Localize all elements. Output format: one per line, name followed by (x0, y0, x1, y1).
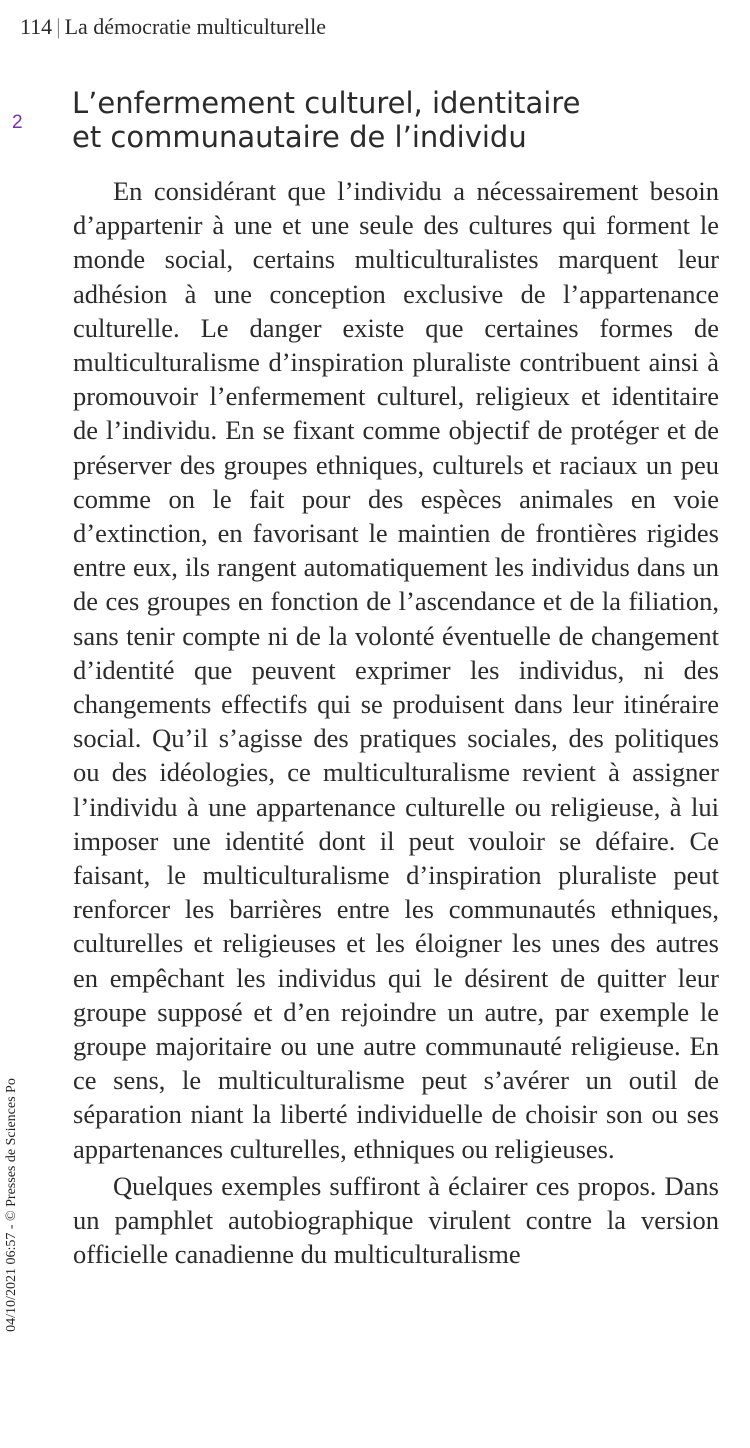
paragraph-2: Quelques exemples suffiront à éclairer ces propos. Dans un pamphlet autobiographique virulent contre la version officielle canadienne du multiculturalisme (73, 1170, 719, 1270)
paragraph-1: En considérant que l’individu a nécessairement besoin d’appartenir à une et une seule des cultures qui forment le monde social, certains multiculturalistes marquent leur adhésion à une conception exclusive de l’appartenance culturelle. Le danger existe que certaines formes de multiculturalisme d’inspiration pluraliste contribuent ainsi à promouvoir l’enfermement culturel, religieux et identitaire de l’individu. En se fixant comme objectif de protéger et de préserver des groupes ethniques, culturels et raciaux un peu comme on le fait pour des espèces animales en voie d’extinction, en favorisant le maintien de frontières rigides entre eux, ils rangent automatiquement les individus dans un de ces groupes en fonction de l’ascendance et de la filiation, sans tenir compte ni de la volonté éventuelle de changement d’identité que peuvent exprimer les individus, ni des changements effectifs qui se produisent dans leur itinéraire social. Qu’il s’agisse des pratiques sociales, des politiques ou des idéologies, ce multiculturalisme revient à assigner l’individu à une appartenance culturelle ou religieuse, à lui imposer une identité dont il peut vouloir se défaire. Ce faisant, le multiculturalisme d’inspiration pluraliste peut renforcer les barrières entre les communautés ethniques, culturelles et religieuses et les éloigner les unes des autres en empêchant les individus qui le désirent de quitter leur groupe supposé et d’en rejoindre un autre, par exemple le groupe majoritaire ou une autre communauté religieuse. En ce sens, le multiculturalisme peut s’avérer un outil de séparation niant la liberté individuelle de choisir son ou ses appartenances culturelles, ethniques ou religieuses. (73, 176, 719, 1164)
section-title (72, 86, 712, 154)
header-separator: | (56, 14, 61, 39)
section-title-line-2: et communautaire de l’individu (72, 120, 527, 154)
running-head (20, 14, 326, 40)
page-number: 114 (20, 14, 53, 39)
body-text (73, 174, 719, 1272)
section-title-line-1: L’enfermement culturel, identitaire (72, 86, 581, 120)
side-watermark-text: 04/10/2021 06:57 - © Presses de Sciences Po (4, 1078, 19, 1332)
section-number: 2 (12, 112, 23, 133)
side-watermark (0, 1040, 24, 1370)
book-title: La démocratie multiculturelle (64, 14, 327, 39)
